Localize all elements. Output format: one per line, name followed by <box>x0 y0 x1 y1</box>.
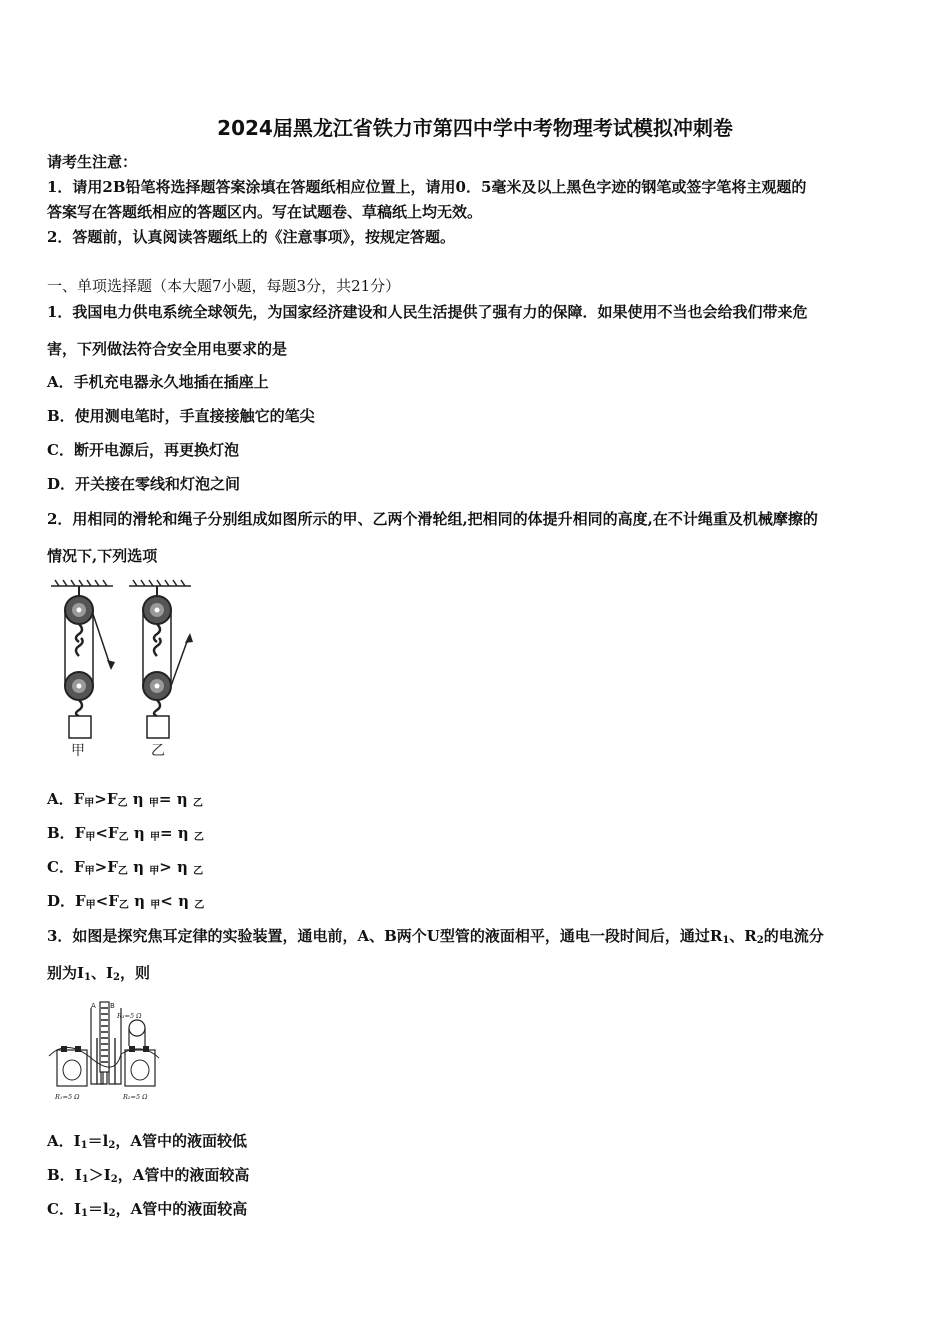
page-title: 2024届黑龙江省铁力市第四中学中考物理考试模拟冲刺卷 <box>217 116 733 140</box>
tube-a-label: A <box>91 1002 96 1010</box>
joule-law-apparatus-figure <box>47 998 162 1104</box>
container-left <box>57 1050 87 1086</box>
r2-label: R₂=5 Ω <box>123 1093 148 1101</box>
tube-b-label: B <box>110 1002 115 1010</box>
q1-option-d: D．开关接在零线和灯泡之间 <box>47 475 241 493</box>
ceiling-right <box>129 580 191 586</box>
q3-option-c: C．$I_1=l_2$，A管中的液面较高 <box>47 1200 248 1219</box>
q2-option-d: D．$F_甲<F_乙$ η $_甲$< η $_乙$ <box>47 892 205 911</box>
r1-label: R₁=5 Ω <box>55 1093 80 1101</box>
q1-option-b: B．使用测电笔时，手直接接触它的笔尖 <box>47 407 315 425</box>
q3-stem-line-1: 3．如图是探究焦耳定律的实验装置，通电前，A、B两个U型管的液面相平，通电一段时间后，通过$R_1$、$R_2$的电流分 <box>47 927 824 946</box>
fig-label-right: 乙 <box>151 743 165 759</box>
section-heading: 一、单项选择题（本大题7小题，每题3分，共21分） <box>47 277 401 295</box>
q2-stem-line-2: 情况下,下列选项 <box>47 547 158 565</box>
q3-option-a: A．$I_1=l_2$，A管中的液面较低 <box>47 1132 247 1151</box>
pulley-system-right <box>143 586 193 738</box>
q1-option-c: C．断开电源后，再更换灯泡 <box>47 441 239 459</box>
q3-stem-line-2: 别为$I_1$、$I_2$，则 <box>47 964 151 983</box>
q2-option-a: A．$F_甲>F_乙$ η $_甲$= η $_乙$ <box>47 790 203 809</box>
q1-stem-line-1: 1．我国电力供电系统全球领先，为国家经济建设和人民生活提供了强有力的保障．如果使用不当也会给我们带来危 <box>47 303 808 321</box>
pulley-figure <box>47 578 207 760</box>
q2-stem-line-1: 2．用相同的滑轮和绳子分别组成如图所示的甲、乙两个滑轮组,把相同的体提升相同的高度,在不计绳重及机械摩擦的 <box>47 510 818 528</box>
notice-line-1: 1．请用2B铅笔将选择题答案涂填在答题纸相应位置上，请用0．5毫米及以上黑色字迹的钢笔或签字笔将主观题的 <box>47 178 807 196</box>
notice-line-3: 2．答题前，认真阅读答题纸上的《注意事项》，按规定答题。 <box>47 228 455 246</box>
r3-label: R₃=5 Ω <box>117 1012 142 1020</box>
container-right <box>125 1050 155 1086</box>
notice-heading: 请考生注意： <box>47 153 138 171</box>
q2-option-c: C．$F_甲>F_乙$ η $_甲$> η $_乙$ <box>47 858 204 877</box>
q1-stem-line-2: 害，下列做法符合安全用电要求的是 <box>47 340 288 358</box>
fig-label-left: 甲 <box>71 743 85 759</box>
q2-option-b: B．$F_甲<F_乙$ η $_甲$= η $_乙$ <box>47 824 204 843</box>
pulley-system-left <box>65 586 115 738</box>
ceiling-left <box>51 580 113 586</box>
notice-line-2: 答案写在答题纸相应的答题区内。写在试题卷、草稿纸上均无效。 <box>47 203 483 221</box>
q3-option-b: B．$I_1>I_2$，A管中的液面较高 <box>47 1166 250 1185</box>
r3-coil <box>129 1020 145 1036</box>
q1-option-a: A．手机充电器永久地插在插座上 <box>47 373 269 391</box>
